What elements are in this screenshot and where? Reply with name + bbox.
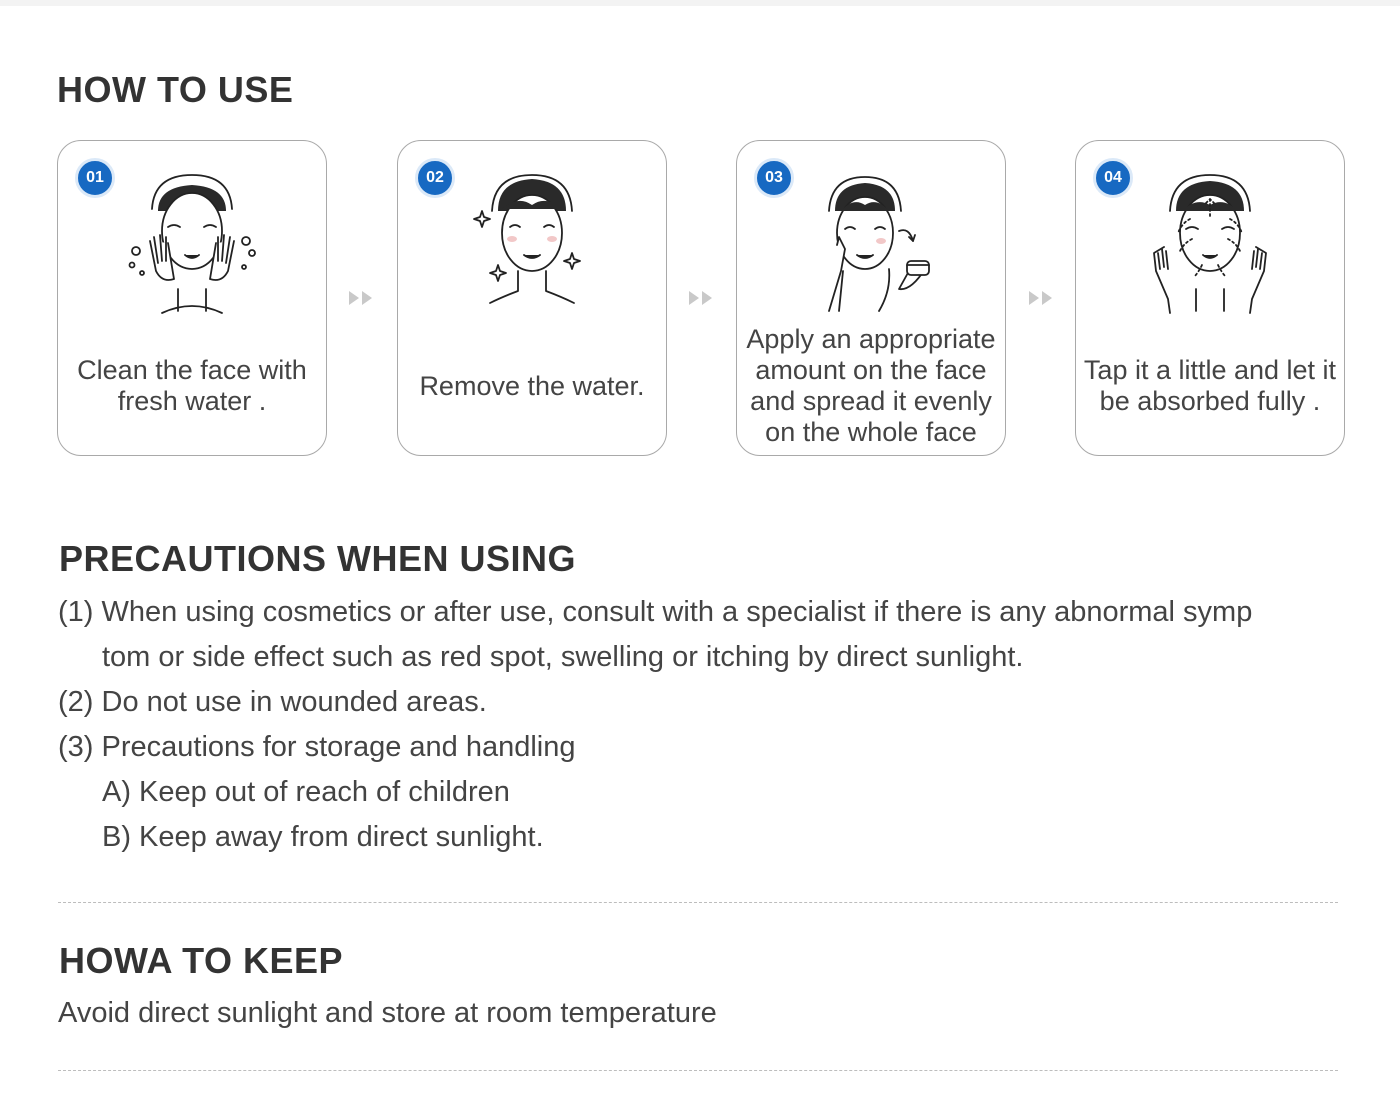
- next-step-arrow-icon: [687, 288, 717, 308]
- step-text-2: Remove the water.: [419, 370, 645, 401]
- top-bar: [0, 0, 1400, 6]
- step-badge-3: 03: [754, 158, 794, 198]
- face-washing-icon: [122, 171, 262, 316]
- step-text-3: Apply an appropriate amount on the face and spread it evenly on the whole face: [746, 324, 996, 447]
- precaution-item-1-continued: tom or side effect such as red spot, swelling or itching by direct sunlight.: [102, 641, 1024, 673]
- face-tapping-icon: [1140, 171, 1280, 316]
- precaution-item-2: (2) Do not use in wounded areas.: [58, 686, 487, 718]
- step-badge-1: 01: [75, 158, 115, 198]
- precautions-title: PRECAUTIONS WHEN USING: [59, 538, 577, 579]
- section-divider: [58, 902, 1338, 903]
- precaution-item-1: (1) When using cosmetics or after use, consult with a specialist if there is any abnormal symp: [58, 596, 1253, 628]
- how-to-use-steps: [57, 140, 1347, 458]
- step-card-3: [736, 140, 1006, 456]
- how-to-keep-text: Avoid direct sunlight and store at room temperature: [58, 997, 717, 1029]
- how-to-use-title: HOW TO USE: [57, 69, 294, 110]
- step-text-4: Tap it a little and let it be absorbed fully .: [1083, 355, 1337, 416]
- next-step-arrow-icon: [347, 288, 377, 308]
- how-to-keep-title: HOWA TO KEEP: [59, 940, 344, 981]
- step-text-1: Clean the face with fresh water .: [77, 355, 307, 416]
- section-divider: [58, 1070, 1338, 1071]
- face-sparkle-icon: [462, 171, 602, 316]
- step-card-4: [1075, 140, 1345, 456]
- next-step-arrow-icon: [1027, 288, 1057, 308]
- step-card-2: [397, 140, 667, 456]
- precaution-subitem-b: B) Keep away from direct sunlight.: [102, 821, 544, 853]
- step-card-1: [57, 140, 327, 456]
- step-badge-2: 02: [415, 158, 455, 198]
- face-apply-cream-icon: [801, 171, 941, 316]
- step-badge-4: 04: [1093, 158, 1133, 198]
- precaution-item-3: (3) Precautions for storage and handling: [58, 731, 576, 763]
- precaution-subitem-a: A) Keep out of reach of children: [102, 776, 510, 808]
